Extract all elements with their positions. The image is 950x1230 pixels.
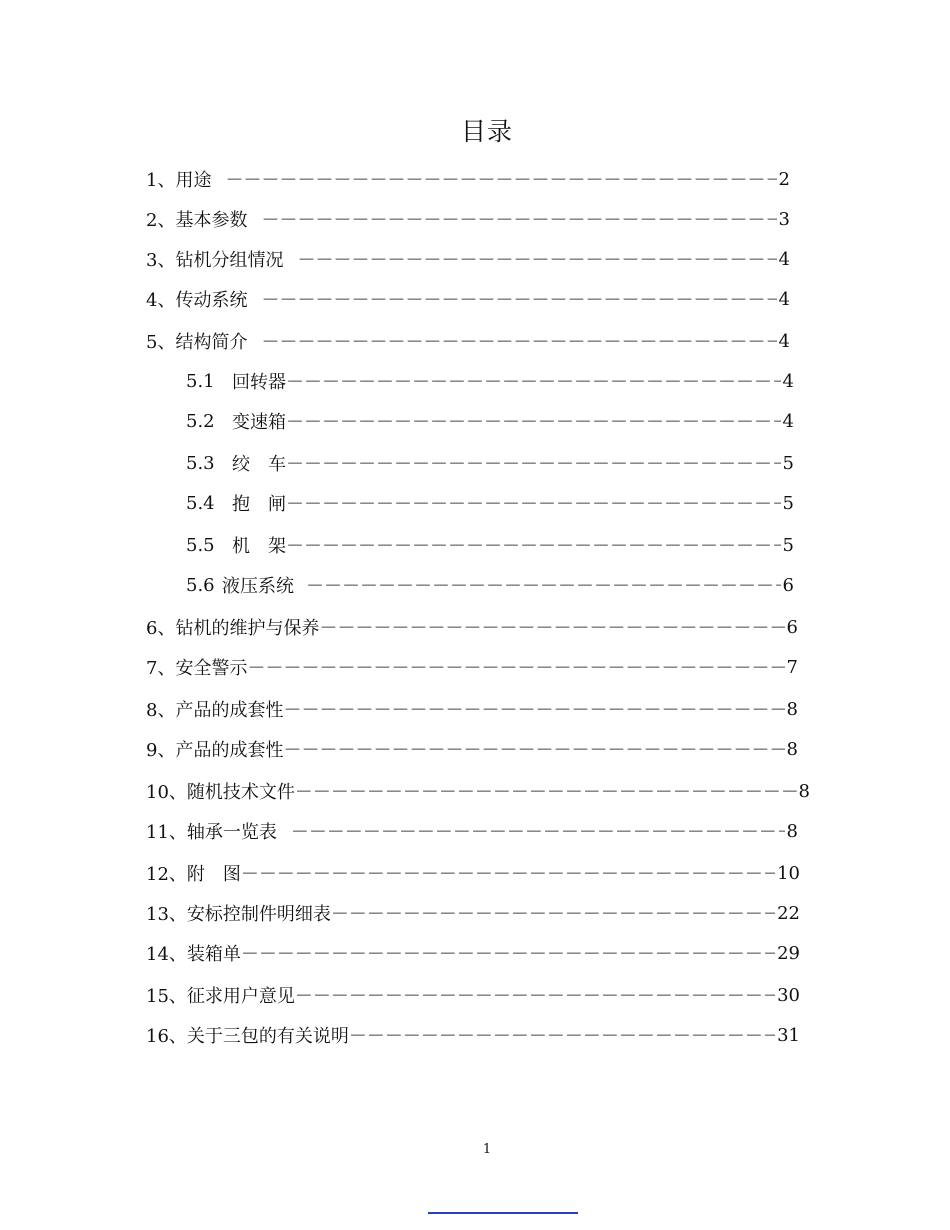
toc-page-number: 3 [778, 208, 790, 230]
toc-leader [247, 654, 784, 680]
toc-entry-label: 5、结构简介 [146, 332, 248, 353]
toc-entry[interactable] [146, 818, 798, 844]
toc-entry-label: 绞 车 [232, 454, 286, 475]
toc-page-number: 10 [777, 862, 800, 884]
toc-page-number: 8 [786, 698, 798, 720]
toc-entry-label: 7、安全警示 [146, 658, 248, 679]
toc-entry[interactable] [146, 614, 798, 640]
toc-page-number: 4 [778, 330, 790, 352]
toc-entry[interactable] [146, 940, 800, 966]
toc-entry[interactable] [146, 778, 810, 804]
toc-leader [261, 206, 776, 232]
toc-subentry[interactable] [186, 572, 794, 598]
footer-link-underline[interactable] [428, 1212, 578, 1214]
toc-page-number: 4 [778, 288, 790, 310]
toc-entry[interactable] [146, 328, 790, 354]
toc-subentry-number: 5.3 [186, 452, 215, 474]
toc-entry-label: 液压系统 [222, 576, 294, 597]
toc-entry-label: 变速箱 [232, 412, 286, 433]
toc-entry[interactable] [146, 166, 790, 192]
toc-page-number: 4 [782, 370, 794, 392]
toc-entry[interactable] [146, 1022, 800, 1048]
page-number: 1 [482, 1142, 492, 1157]
toc-page-number: 2 [778, 168, 790, 190]
toc-entry-label: 12、附 图 [146, 864, 241, 885]
toc-entry-label: 16、关于三包的有关说明 [146, 1026, 349, 1047]
toc-entry[interactable] [146, 736, 798, 762]
toc-subentry[interactable] [186, 408, 794, 434]
toc-leader [225, 166, 776, 192]
toc-entry-label: 14、装箱单 [146, 944, 241, 965]
toc-entry[interactable] [146, 286, 790, 312]
toc-subentry[interactable] [186, 450, 794, 476]
toc-leader [286, 368, 781, 394]
toc-page-number: 4 [778, 248, 790, 270]
toc-page-number: 5 [782, 534, 794, 556]
toc-leader [297, 246, 776, 272]
toc-entry-label: 抱 闸 [232, 494, 286, 515]
toc-entry-label: 1、用途 [146, 170, 212, 191]
toc-leader [319, 614, 784, 640]
toc-entry[interactable] [146, 206, 790, 232]
toc-page-number: 31 [777, 1024, 800, 1046]
toc-page-number: 22 [777, 902, 800, 924]
toc-leader [241, 940, 775, 966]
toc-page-number: 6 [786, 616, 798, 638]
toc-page-number: 6 [782, 574, 794, 596]
toc-leader [286, 450, 781, 476]
toc-page-number: 5 [782, 452, 794, 474]
toc-entry-label: 13、安标控制件明细表 [146, 904, 331, 925]
toc-leader [349, 1022, 775, 1048]
toc-entry[interactable] [146, 982, 800, 1008]
toc-leader [295, 778, 797, 804]
toc-subentry-number: 5.2 [186, 410, 215, 432]
toc-subentry[interactable] [186, 532, 794, 558]
toc-page-number: 7 [786, 656, 798, 678]
toc-entry-label: 2、基本参数 [146, 210, 248, 231]
toc-leader [291, 818, 785, 844]
toc-subentry-number: 5.1 [186, 370, 215, 392]
toc-entry-label: 15、征求用户意见 [146, 986, 295, 1007]
toc-entry-label: 11、轴承一览表 [146, 822, 277, 843]
toc-leader [331, 900, 775, 926]
toc-entry-label: 3、钻机分组情况 [146, 250, 284, 271]
toc-title: 目录 [460, 117, 513, 146]
toc-entry[interactable] [146, 900, 800, 926]
toc-leader [286, 532, 781, 558]
toc-entry[interactable] [146, 246, 790, 272]
toc-leader [283, 736, 784, 762]
toc-entry-label: 8、产品的成套性 [146, 700, 284, 721]
toc-page-number: 29 [777, 942, 800, 964]
toc-entry-label: 4、传动系统 [146, 290, 248, 311]
toc-entry[interactable] [146, 654, 798, 680]
toc-subentry[interactable] [186, 368, 794, 394]
toc-entry-label: 10、随机技术文件 [146, 782, 295, 803]
toc-entry[interactable] [146, 696, 798, 722]
toc-subentry[interactable] [186, 490, 794, 516]
toc-leader [306, 572, 781, 598]
toc-leader [295, 982, 775, 1008]
toc-page-number: 8 [786, 738, 798, 760]
toc-page-number: 30 [777, 984, 800, 1006]
toc-leader [261, 286, 776, 312]
toc-page-number: 8 [786, 820, 798, 842]
toc-leader [261, 328, 776, 354]
toc-entry-label: 6、钻机的维护与保养 [146, 618, 320, 639]
toc-entry-label: 9、产品的成套性 [146, 740, 284, 761]
toc-entry-label: 机 架 [232, 536, 286, 557]
toc-leader [241, 860, 775, 886]
toc-leader [286, 490, 781, 516]
toc-page-number: 8 [798, 780, 810, 802]
toc-subentry-number: 5.6 [186, 574, 215, 596]
toc-entry[interactable] [146, 860, 800, 886]
toc-page-number: 4 [782, 410, 794, 432]
toc-subentry-number: 5.5 [186, 534, 215, 556]
toc-leader [283, 696, 784, 722]
toc-entry-label: 回转器 [232, 372, 286, 393]
toc-subentry-number: 5.4 [186, 492, 215, 514]
toc-page-number: 5 [782, 492, 794, 514]
toc-leader [286, 408, 781, 434]
